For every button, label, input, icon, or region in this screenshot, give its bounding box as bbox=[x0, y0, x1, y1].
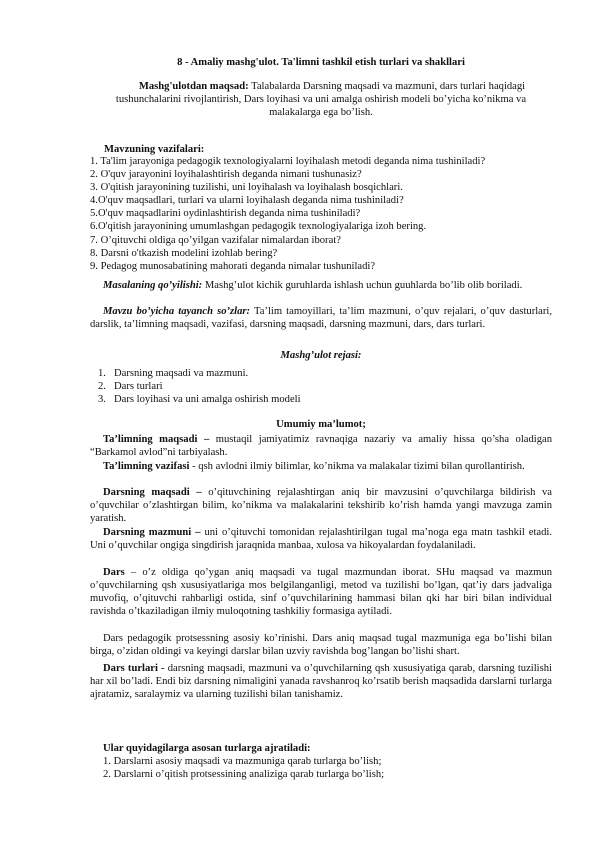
info-label: Darsning maqsadi – bbox=[103, 487, 202, 498]
info-label: Dars bbox=[103, 567, 125, 578]
topic-item bbox=[90, 393, 552, 406]
purpose-text: Talabalarda Darsning maqsadi va mazmuni, dars turlari haqidagi tushunchalarini rivojlantirish, Dars loyihasi va uni amalga oshirish modeli bo’yicha ko’nikma va malakalarga ega bo’lish. bbox=[115, 81, 527, 119]
topic-text: Dars loyihasi va uni amalga oshirish modeli bbox=[114, 394, 301, 406]
info-label: Darsning mazmuni – bbox=[103, 527, 201, 538]
info-label: Ta’limning maqsadi – bbox=[103, 434, 210, 445]
keywords-paragraph bbox=[90, 305, 552, 331]
info-heading: Umumiy ma’lumot; bbox=[276, 419, 366, 430]
classification-heading: Ular quyidagilarga asosan turlarga ajratiladi: bbox=[103, 743, 311, 754]
info-paragraph bbox=[90, 486, 552, 525]
keywords-text: Ta’lim tamoyillari, ta’lim mazmuni, o’quv rejalari, o’quv dasturlari, darslik, ta’limning maqsadi, vazifasi, darsning maqsadi, darsning mazmuni, dars, dars turlari. bbox=[90, 306, 552, 331]
classification-item: 2. Darslarni o’qitish protsessining analiziga qarab turlarga bo’lish; bbox=[103, 769, 385, 781]
solution-text: Mashg’ulot kichik guruhlarda ishlash uchun guuhlarda bo’lib olib boriladi. bbox=[202, 280, 523, 291]
task-item: 6.O'qitish jarayonining umumlashgan pedagogik texnologiyalariga izoh bering. bbox=[90, 221, 427, 233]
info-label: Ta’limning vazifasi bbox=[103, 461, 190, 472]
info-text: mustaqil jamiyatimiz ravnaqiga nazariy va amaliy hissa qo’sha oladigan “Barkamol avlod”ni tarbiyalash. bbox=[90, 434, 553, 459]
topics-list bbox=[90, 367, 552, 406]
task-item: 7. O’qituvchi oldiga qo’yilgan vazifalar nimalardan iborat? bbox=[90, 234, 341, 246]
info-text: darsning maqsadi, mazmuni va o’quvchilarning qsh xususiyatiga qarab, darsning tuzilishi har xil bo’ladi. Endi biz darsning nimaligini yanada ravshanroq ko’rsatib berish maqsadida darslarni turlarga ajratamiz, saralaymiz va ularning tuzilishi bilan tanishamiz. bbox=[90, 663, 552, 701]
purpose-paragraph bbox=[90, 80, 552, 119]
task-item: 9. Pedagog munosabatining mahorati deganda nimalar tushuniladi? bbox=[90, 260, 376, 272]
topic-number: 3. bbox=[98, 394, 106, 406]
task-item: 5.O'quv maqsadlarini oydinlashtirish deganda nima tushiniladi? bbox=[90, 208, 361, 220]
task-item: 4.O'quv maqsadlari, turlari va ularni loyihalash deganda nima tushiniladi? bbox=[90, 195, 404, 207]
info-paragraph bbox=[90, 526, 552, 552]
tasks-heading: Mavzuning vazifalari: bbox=[104, 144, 205, 155]
info-text: - qsh avlodni ilmiy bilimlar, ko’nikma va malakalar tizimi bilan qurollantirish. bbox=[189, 461, 525, 472]
purpose-label: Mashg'ulotdan maqsad: bbox=[138, 81, 249, 92]
topic-item bbox=[90, 380, 552, 393]
classification-list bbox=[103, 755, 552, 781]
topic-text: Darsning maqsadi va mazmuni. bbox=[114, 368, 249, 379]
page-title: 8 - Amaliy mashg'ulot. Ta'limni tashkil etish turlari va shakllari bbox=[177, 57, 465, 68]
info-paragraph bbox=[90, 460, 552, 473]
task-item: 1. Ta'lim jarayoniga pedagogik texnologiyalarni loyihalash metodi deganda nima tushiniladi? bbox=[90, 156, 486, 167]
task-item: 2. O'quv jarayonini loyihalashtirish deganda nimani tushunasiz? bbox=[90, 169, 362, 181]
info-text: – o’z oldiga qo’ygan aniq maqsadi va tugal mazmundan iborat. SHu maqsad va mazmun o’quvchilarning qsh xususiyatlariga mos belgilanganligi, metod va tuzilishi bo’lgan, qat’iy dars jadvaliga muvofiq, o’qituvchi rahbarligi ostida, sinf o’quvchilarining hammasi bilan qki har biri bilan individual ravishda o’tkaziladigan ilmiy muloqotning tashkiliy formasiga aytiladi. bbox=[90, 567, 552, 618]
tasks-list bbox=[90, 155, 552, 273]
info-text: uni o’qituvchi tomonidan rejalashtirilgan tugal ma’noga ega matn tashkil etadi. Uni o’quvchilar ongiga singdirish jaraqnida manbaa, xulosa va hikoyalardan foydalaniladi. bbox=[90, 527, 552, 552]
task-item: 3. O'qitish jarayonining tuzilishi, uni loyihalash va loyihalash bosqichlari. bbox=[90, 182, 403, 194]
keywords-label: Mavzu bo’yicha tayanch so’zlar: bbox=[103, 306, 251, 317]
topic-item bbox=[90, 367, 552, 380]
info-label: Dars turlari - bbox=[103, 663, 165, 674]
topics-heading: Mashg’ulot rejasi: bbox=[280, 350, 362, 361]
info-paragraph bbox=[90, 662, 552, 701]
task-item: 8. Darsni o'tkazish modelini izohlab bering? bbox=[90, 247, 278, 259]
topic-number: 2. bbox=[98, 381, 106, 393]
solution-label: Masalaning qo’yilishi: bbox=[103, 280, 203, 291]
solution-paragraph bbox=[90, 279, 552, 292]
info-paragraph bbox=[90, 566, 552, 618]
info-text: o’qituvchining rejalashtirgan aniq bir mavzusini o’quvchilarga bildirish va o’quvchilar o’zlashtirgan bilim, ko’nikma va malakalarini tekshirib ko’rish hamda yangi mavzuga zamin yaratish. bbox=[90, 487, 552, 525]
info-paragraph: Dars pedagogik protsessning asosiy ko’rinishi. Dars aniq maqsad tugal mazmuniga ega bo’lishi bilan birga, o’zidan oldingi va keyingi darslar bilan uzviy ravishda bog’langan bo’lishi shart. bbox=[90, 633, 552, 658]
classification-item: 1. Darslarni asosiy maqsadi va mazmuniga qarab turlarga bo’lish; bbox=[103, 756, 382, 767]
topic-text: Dars turlari bbox=[114, 381, 163, 393]
info-paragraph bbox=[90, 433, 552, 459]
topic-number: 1. bbox=[98, 368, 106, 379]
